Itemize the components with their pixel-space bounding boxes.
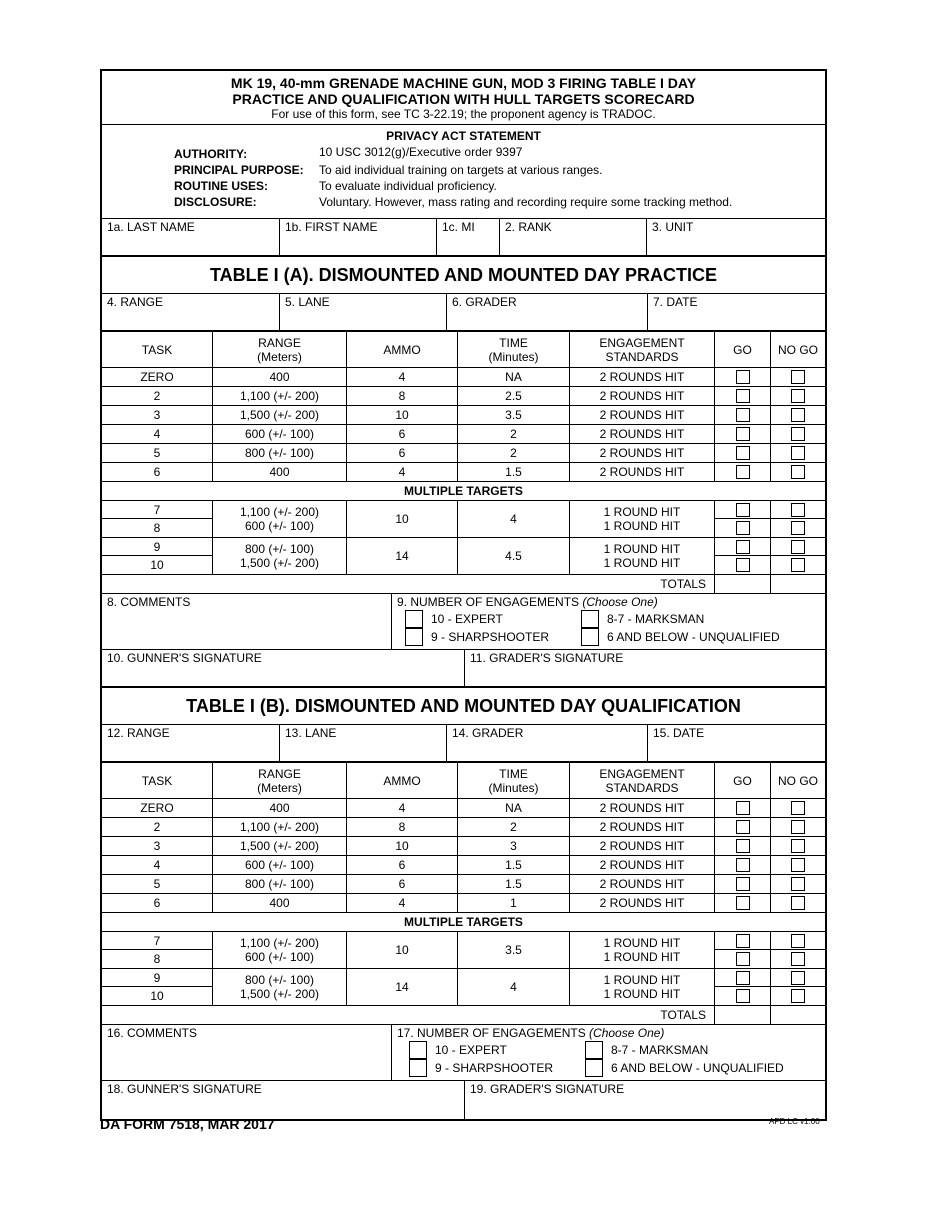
standard-cell: 2 ROUNDS HIT [570, 837, 715, 855]
totals-no-go[interactable] [771, 1006, 825, 1024]
table-b-range-row [102, 725, 825, 763]
table-b-range-field[interactable]: 12. RANGE [102, 725, 280, 761]
table-row [102, 894, 825, 913]
table-b-comments-field[interactable]: 16. COMMENTS [102, 1025, 392, 1080]
marksman-checkbox[interactable] [585, 1041, 603, 1059]
go-checkbox[interactable] [736, 858, 750, 872]
ammo-cell: 6 [347, 875, 458, 893]
ammo-cell: 14 [347, 969, 458, 1005]
standard-cell: 1 ROUND HIT [603, 987, 681, 1001]
table-a-engagements [392, 594, 825, 649]
no-go-checkbox[interactable] [791, 877, 805, 891]
col-go: GO [715, 332, 771, 367]
totals-label: TOTALS [102, 575, 715, 593]
go-cell [715, 425, 771, 443]
time-cell: 4 [458, 969, 570, 1005]
table-a-multiple-targets: MULTIPLE TARGETS [102, 482, 825, 501]
choose-one-hint: (Choose One) [582, 595, 658, 609]
ammo-cell: 4 [347, 894, 458, 912]
unit-field[interactable]: 3. UNIT [652, 220, 694, 234]
no-go-checkbox[interactable] [791, 446, 805, 460]
privacy-title: PRIVACY ACT STATEMENT [386, 129, 541, 143]
disclosure-value: Voluntary. However, mass rating and recording require some tracking method. [319, 195, 733, 209]
col-time-line1: TIME [499, 766, 528, 781]
task-cell: ZERO [102, 799, 213, 817]
no-go-cell [771, 818, 825, 836]
table-a-range-row [102, 294, 825, 332]
task-cell: ZERO [102, 368, 213, 386]
standard-cell: 1 ROUND HIT [603, 505, 681, 519]
table-b-multi-group-2 [102, 969, 825, 1006]
no-go-cell [771, 463, 825, 481]
time-cell: NA [458, 368, 570, 386]
no-go-checkbox[interactable] [791, 820, 805, 834]
mi-field[interactable]: 1c. MI [437, 219, 500, 255]
no-go-cell [771, 856, 825, 874]
go-cell [715, 894, 771, 912]
table-row [102, 463, 825, 482]
go-checkbox[interactable] [736, 521, 750, 535]
ammo-cell: 10 [347, 837, 458, 855]
go-cell [715, 368, 771, 386]
unqualified-label: 6 AND BELOW - UNQUALIFIED [611, 1061, 784, 1075]
purpose-value: To aid individual training on targets at various ranges. [319, 163, 603, 177]
go-cell [715, 856, 771, 874]
go-checkbox[interactable] [736, 408, 750, 422]
table-b-title: TABLE I (B). DISMOUNTED AND MOUNTED DAY QUALIFICATION [102, 688, 825, 725]
time-cell: 2.5 [458, 387, 570, 405]
expert-label: 10 - EXPERT [435, 1043, 507, 1057]
standard-cell: 1 ROUND HIT [603, 519, 681, 533]
time-cell: 4.5 [458, 538, 570, 574]
col-standards [570, 332, 715, 367]
go-cell [715, 818, 771, 836]
col-task: TASK [102, 763, 213, 798]
personal-info-row [102, 219, 825, 257]
go-cell [715, 799, 771, 817]
no-go-checkbox[interactable] [791, 896, 805, 910]
table-a-header-row [102, 332, 825, 368]
task-cell: 10 [150, 989, 164, 1003]
go-checkbox[interactable] [736, 446, 750, 460]
task-cell: 6 [102, 894, 213, 912]
standard-cell: 2 ROUNDS HIT [570, 856, 715, 874]
go-cell [715, 444, 771, 462]
routine-uses-value: To evaluate individual proficiency. [319, 179, 497, 193]
table-a-comments-field[interactable]: 8. COMMENTS [102, 594, 392, 649]
col-standards-line1: ENGAGEMENT [599, 766, 685, 781]
go-cell [715, 837, 771, 855]
table-a-lane-field[interactable]: 5. LANE [280, 294, 447, 330]
unqualified-checkbox[interactable] [585, 1059, 603, 1077]
ammo-cell: 8 [347, 387, 458, 405]
unqualified-label: 6 AND BELOW - UNQUALIFIED [607, 630, 780, 644]
range-cell: 400 [213, 799, 347, 817]
no-go-checkbox[interactable] [791, 465, 805, 479]
table-a-grader-signature[interactable]: 11. GRADER'S SIGNATURE [470, 651, 624, 665]
col-standards [570, 763, 715, 798]
range-cell: 1,500 (+/- 200) [239, 556, 320, 570]
range-cell: 800 (+/- 100) [213, 875, 347, 893]
standard-cell: 1 ROUND HIT [603, 936, 681, 950]
privacy-act-statement [102, 125, 825, 219]
range-cell: 1,100 (+/- 200) [213, 387, 347, 405]
standard-cell: 2 ROUNDS HIT [570, 406, 715, 424]
col-time [458, 763, 570, 798]
go-checkbox[interactable] [736, 971, 750, 985]
engagements-label: 17. NUMBER OF ENGAGEMENTS [397, 1026, 586, 1040]
standard-cell: 1 ROUND HIT [603, 556, 681, 570]
no-go-cell [771, 368, 825, 386]
standard-cell: 2 ROUNDS HIT [570, 368, 715, 386]
sharpshooter-checkbox[interactable] [405, 628, 423, 646]
go-checkbox[interactable] [736, 896, 750, 910]
ammo-cell: 10 [347, 501, 458, 537]
standard-cell: 2 ROUNDS HIT [570, 387, 715, 405]
range-cell: 600 (+/- 100) [213, 425, 347, 443]
form-use-note: For use of this form, see TC 3-22.19; the proponent agency is TRADOC. [271, 107, 656, 121]
task-cell: 3 [102, 406, 213, 424]
table-a-body [102, 368, 825, 482]
table-b-multi-group-1 [102, 932, 825, 969]
col-range [213, 332, 347, 367]
go-checkbox[interactable] [736, 839, 750, 853]
no-go-cell [771, 799, 825, 817]
go-checkbox[interactable] [736, 934, 750, 948]
no-go-checkbox[interactable] [791, 971, 805, 985]
ammo-cell: 6 [347, 425, 458, 443]
col-range-line2: (Meters) [257, 349, 302, 364]
totals-go[interactable] [715, 575, 771, 593]
form-title-line1: MK 19, 40-mm GRENADE MACHINE GUN, MOD 3 FIRING TABLE I DAY [230, 75, 697, 91]
table-row [102, 856, 825, 875]
unqualified-checkbox[interactable] [581, 628, 599, 646]
standard-cell: 2 ROUNDS HIT [570, 463, 715, 481]
sharpshooter-label: 9 - SHARPSHOOTER [431, 630, 550, 644]
go-cell [715, 406, 771, 424]
go-checkbox[interactable] [736, 820, 750, 834]
task-cell: 4 [102, 425, 213, 443]
no-go-checkbox[interactable] [791, 839, 805, 853]
time-cell: 3.5 [458, 406, 570, 424]
task-cell: 4 [102, 856, 213, 874]
last-name-field[interactable]: 1a. LAST NAME [102, 219, 280, 255]
table-a-signature-row [102, 650, 825, 688]
no-go-cell [771, 425, 825, 443]
table-a-gunner-signature[interactable]: 10. GUNNER'S SIGNATURE [102, 650, 465, 686]
marksman-label: 8-7 - MARKSMAN [611, 1043, 709, 1057]
task-cell: 3 [102, 837, 213, 855]
no-go-cell [771, 837, 825, 855]
range-cell: 400 [213, 368, 347, 386]
table-a-grader-field[interactable]: 6. GRADER [447, 294, 648, 330]
form-title-line2: PRACTICE AND QUALIFICATION WITH HULL TARGETS SCORECARD [232, 91, 695, 107]
range-cell: 600 (+/- 100) [244, 519, 315, 533]
sharpshooter-checkbox[interactable] [409, 1059, 427, 1077]
no-go-checkbox[interactable] [791, 427, 805, 441]
standard-cell: 1 ROUND HIT [603, 542, 681, 556]
range-cell: 800 (+/- 100) [213, 444, 347, 462]
sharpshooter-label: 9 - SHARPSHOOTER [435, 1061, 554, 1075]
standard-cell: 2 ROUNDS HIT [570, 425, 715, 443]
col-time-line1: TIME [499, 335, 528, 350]
expert-label: 10 - EXPERT [431, 612, 503, 626]
go-checkbox[interactable] [736, 389, 750, 403]
no-go-cell [771, 894, 825, 912]
task-cell: 7 [102, 932, 212, 950]
standard-cell: 2 ROUNDS HIT [570, 818, 715, 836]
expert-checkbox[interactable] [409, 1041, 427, 1059]
form-version: APD LC v1.00 [769, 1117, 820, 1126]
range-cell: 1,100 (+/- 200) [239, 505, 320, 519]
range-cell: 1,100 (+/- 200) [213, 818, 347, 836]
table-b-comments-row [102, 1025, 825, 1081]
ammo-cell: 4 [347, 799, 458, 817]
table-a-comments-row [102, 594, 825, 650]
scorecard-form [100, 69, 827, 1121]
ammo-cell: 10 [347, 932, 458, 968]
go-cell [715, 875, 771, 893]
no-go-cell [771, 406, 825, 424]
table-b-grader-field[interactable]: 14. GRADER [447, 725, 648, 761]
totals-go[interactable] [715, 1006, 771, 1024]
table-b-header-row [102, 763, 825, 799]
go-checkbox[interactable] [736, 503, 750, 517]
table-b-signature-row [102, 1081, 825, 1119]
table-b-grader-signature[interactable]: 19. GRADER'S SIGNATURE [470, 1082, 625, 1096]
totals-label: TOTALS [102, 1006, 715, 1024]
range-cell: 1,500 (+/- 200) [213, 406, 347, 424]
table-row [102, 387, 825, 406]
table-a-totals-row [102, 575, 825, 594]
table-row [102, 799, 825, 818]
task-cell: 6 [102, 463, 213, 481]
standard-cell: 2 ROUNDS HIT [570, 799, 715, 817]
standard-cell: 1 ROUND HIT [603, 973, 681, 987]
ammo-cell: 8 [347, 818, 458, 836]
col-ammo: AMMO [347, 763, 458, 798]
range-cell: 600 (+/- 100) [244, 950, 315, 964]
task-cell: 9 [102, 969, 212, 987]
time-cell: 2 [458, 818, 570, 836]
task-cell: 5 [102, 875, 213, 893]
go-checkbox[interactable] [736, 952, 750, 966]
task-cell: 2 [102, 818, 213, 836]
go-checkbox[interactable] [736, 370, 750, 384]
go-checkbox[interactable] [736, 465, 750, 479]
table-a-range-field[interactable]: 4. RANGE [102, 294, 280, 330]
table-b-lane-field[interactable]: 13. LANE [280, 725, 447, 761]
table-b-body [102, 799, 825, 913]
col-task: TASK [102, 332, 213, 367]
go-checkbox[interactable] [736, 877, 750, 891]
time-cell: 3 [458, 837, 570, 855]
col-range-line1: RANGE [258, 766, 301, 781]
no-go-checkbox[interactable] [791, 558, 805, 572]
no-go-checkbox[interactable] [791, 389, 805, 403]
ammo-cell: 4 [347, 463, 458, 481]
col-range [213, 763, 347, 798]
time-cell: 4 [458, 501, 570, 537]
rank-field[interactable]: 2. RANK [500, 219, 647, 255]
table-b-date-field[interactable]: 15. DATE [653, 726, 705, 740]
go-checkbox[interactable] [736, 801, 750, 815]
task-cell: 2 [102, 387, 213, 405]
no-go-checkbox[interactable] [791, 540, 805, 554]
col-range-line2: (Meters) [257, 780, 302, 795]
form-header [102, 71, 825, 125]
col-no-go: NO GO [777, 342, 818, 357]
go-cell [715, 387, 771, 405]
table-a-multi-group-1 [102, 501, 825, 538]
go-checkbox[interactable] [736, 427, 750, 441]
no-go-checkbox[interactable] [791, 801, 805, 815]
time-cell: 3.5 [458, 932, 570, 968]
no-go-checkbox[interactable] [791, 952, 805, 966]
no-go-checkbox[interactable] [791, 989, 805, 1003]
standard-cell: 1 ROUND HIT [603, 950, 681, 964]
range-cell: 400 [213, 894, 347, 912]
form-number: DA FORM 7518, MAR 2017 [100, 1116, 275, 1132]
time-cell: 1.5 [458, 875, 570, 893]
standard-cell: 2 ROUNDS HIT [570, 875, 715, 893]
table-row [102, 818, 825, 837]
ammo-cell: 6 [347, 856, 458, 874]
table-row [102, 425, 825, 444]
time-cell: 1 [458, 894, 570, 912]
task-cell: 5 [102, 444, 213, 462]
range-cell: 600 (+/- 100) [213, 856, 347, 874]
no-go-checkbox[interactable] [791, 408, 805, 422]
range-cell: 1,500 (+/- 200) [213, 837, 347, 855]
no-go-cell [771, 875, 825, 893]
range-cell: 1,500 (+/- 200) [239, 987, 320, 1001]
marksman-checkbox[interactable] [581, 610, 599, 628]
time-cell: 2 [458, 425, 570, 443]
table-b-multiple-targets: MULTIPLE TARGETS [102, 913, 825, 932]
col-standards-line2: STANDARDS [605, 349, 679, 364]
task-cell: 7 [102, 501, 212, 519]
ammo-cell: 14 [347, 538, 458, 574]
col-ammo: AMMO [347, 332, 458, 367]
col-time-line2: (Minutes) [488, 349, 539, 364]
marksman-label: 8-7 - MARKSMAN [607, 612, 705, 626]
no-go-checkbox[interactable] [791, 934, 805, 948]
table-b-engagements [392, 1025, 825, 1080]
table-row [102, 444, 825, 463]
go-checkbox[interactable] [736, 558, 750, 572]
table-row [102, 406, 825, 425]
no-go-checkbox[interactable] [791, 521, 805, 535]
time-cell: 1.5 [458, 463, 570, 481]
no-go-checkbox[interactable] [791, 503, 805, 517]
range-cell: 1,100 (+/- 200) [239, 936, 320, 950]
col-standards-line2: STANDARDS [605, 780, 679, 795]
task-cell: 8 [153, 521, 161, 535]
table-a-multi-group-2 [102, 538, 825, 575]
authority-value: 10 USC 3012(g)/Executive order 9397 [319, 145, 523, 159]
choose-one-hint: (Choose One) [589, 1026, 665, 1040]
table-row [102, 368, 825, 387]
table-b-gunner-signature[interactable]: 18. GUNNER'S SIGNATURE [102, 1081, 465, 1119]
col-time [458, 332, 570, 367]
range-cell: 800 (+/- 100) [244, 973, 315, 987]
engagements-label: 9. NUMBER OF ENGAGEMENTS [397, 595, 580, 609]
range-cell: 400 [213, 463, 347, 481]
task-cell: 8 [153, 952, 161, 966]
no-go-checkbox[interactable] [791, 858, 805, 872]
no-go-cell [771, 444, 825, 462]
time-cell: 1.5 [458, 856, 570, 874]
range-cell: 800 (+/- 100) [244, 542, 315, 556]
table-row [102, 837, 825, 856]
ammo-cell: 4 [347, 368, 458, 386]
task-cell: 10 [150, 558, 164, 572]
first-name-field[interactable]: 1b. FIRST NAME [280, 219, 437, 255]
col-standards-line1: ENGAGEMENT [599, 335, 685, 350]
task-cell: 9 [102, 538, 212, 556]
expert-checkbox[interactable] [405, 610, 423, 628]
ammo-cell: 6 [347, 444, 458, 462]
table-a-title: TABLE I (A). DISMOUNTED AND MOUNTED DAY PRACTICE [102, 257, 825, 294]
disclosure-label: DISCLOSURE: [174, 195, 257, 209]
routine-uses-label: ROUTINE USES: [174, 179, 269, 193]
totals-no-go[interactable] [771, 575, 825, 593]
table-b-totals-row [102, 1006, 825, 1025]
go-checkbox[interactable] [736, 540, 750, 554]
ammo-cell: 10 [347, 406, 458, 424]
authority-label: AUTHORITY: [174, 147, 248, 161]
col-no-go: NO GO [777, 773, 818, 788]
col-time-line2: (Minutes) [488, 780, 539, 795]
time-cell: NA [458, 799, 570, 817]
col-go: GO [715, 763, 771, 798]
col-range-line1: RANGE [258, 335, 301, 350]
standard-cell: 2 ROUNDS HIT [570, 894, 715, 912]
go-checkbox[interactable] [736, 989, 750, 1003]
purpose-label: PRINCIPAL PURPOSE: [174, 163, 304, 177]
no-go-cell [771, 387, 825, 405]
no-go-checkbox[interactable] [791, 370, 805, 384]
table-a-date-field[interactable]: 7. DATE [653, 295, 698, 309]
time-cell: 2 [458, 444, 570, 462]
table-row [102, 875, 825, 894]
standard-cell: 2 ROUNDS HIT [570, 444, 715, 462]
go-cell [715, 463, 771, 481]
